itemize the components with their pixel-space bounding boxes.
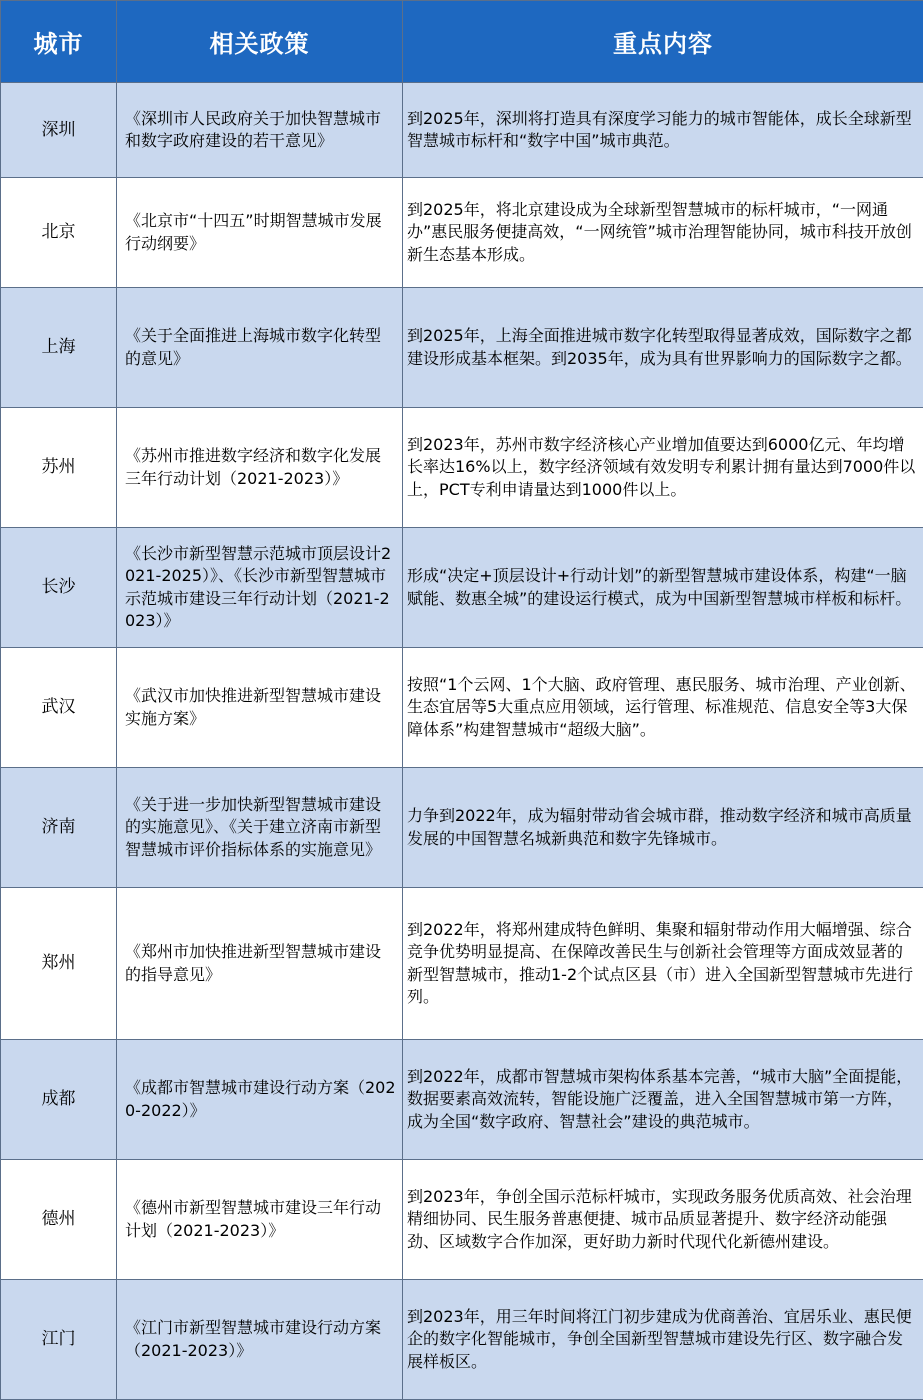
- policy-cell: 《成都市智慧城市建设行动方案（2020-2022）》: [117, 1040, 403, 1160]
- header-row: [1, 1, 923, 83]
- table-row-wuhan: [1, 648, 923, 768]
- policy-cell: 《关于全面推进上海城市数字化转型的意见》: [117, 288, 403, 408]
- city-cell: 长沙: [1, 528, 117, 648]
- content-cell: 到2025年，将北京建设成为全球新型智慧城市的标杆城市，“一网通办”惠民服务便捷高效，“一网统管”城市治理智能协同，城市科技开放创新生态基本形成。: [403, 178, 923, 288]
- table-row-shanghai: [1, 288, 923, 408]
- policy-cell: 《郑州市加快推进新型智慧城市建设的指导意见》: [117, 888, 403, 1040]
- table-row-chengdu: [1, 1040, 923, 1160]
- table-row-dezhou: [1, 1160, 923, 1280]
- city-cell: 郑州: [1, 888, 117, 1040]
- city-cell: 北京: [1, 178, 117, 288]
- city-cell: 成都: [1, 1040, 117, 1160]
- policy-cell: 《苏州市推进数字经济和数字化发展三年行动计划（2021-2023）》: [117, 408, 403, 528]
- content-cell: 到2022年，将郑州建成特色鲜明、集聚和辐射带动作用大幅增强、综合竞争优势明显提高、在保障改善民生与创新社会管理等方面成效显著的新型智慧城市，推动1-2个试点区县（市）进入全国新型智慧城市先进行列。: [403, 888, 923, 1040]
- header-city: 城市: [1, 1, 117, 83]
- header-content: 重点内容: [403, 1, 923, 83]
- city-cell: 江门: [1, 1280, 117, 1400]
- city-cell: 济南: [1, 768, 117, 888]
- content-cell: 到2023年，苏州市数字经济核心产业增加值要达到6000亿元、年均增长率达16%以上，数字经济领域有效发明专利累计拥有量达到7000件以上，PCT专利申请量达到1000件以上。: [403, 408, 923, 528]
- city-cell: 武汉: [1, 648, 117, 768]
- table-row-shenzhen: [1, 83, 923, 178]
- table-row-suzhou: [1, 408, 923, 528]
- content-cell: 到2023年，争创全国示范标杆城市，实现政务服务优质高效、社会治理精细协同、民生服务普惠便捷、城市品质显著提升、数字经济动能强劲、区域数字合作加深，更好助力新时代现代化新德州建设。: [403, 1160, 923, 1280]
- policy-cell: 《武汉市加快推进新型智慧城市建设实施方案》: [117, 648, 403, 768]
- content-cell: 到2025年，上海全面推进城市数字化转型取得显著成效，国际数字之都建设形成基本框架。到2035年，成为具有世界影响力的国际数字之都。: [403, 288, 923, 408]
- content-cell: 到2022年，成都市智慧城市架构体系基本完善，“城市大脑”全面提能，数据要素高效流转，智能设施广泛覆盖，进入全国智慧城市第一方阵，成为全国“数字政府、智慧社会”建设的典范城市。: [403, 1040, 923, 1160]
- content-cell: 按照“1个云网、1个大脑、政府管理、惠民服务、城市治理、产业创新、生态宜居等5大重点应用领域，运行管理、标准规范、信息安全等3大保障体系”构建智慧城市“超级大脑”。: [403, 648, 923, 768]
- policy-cell: 《北京市“十四五”时期智慧城市发展行动纲要》: [117, 178, 403, 288]
- content-cell: 到2023年，用三年时间将江门初步建成为优商善治、宜居乐业、惠民便企的数字化智能城市，争创全国新型智慧城市建设先行区、数字融合发展样板区。: [403, 1280, 923, 1400]
- city-cell: 上海: [1, 288, 117, 408]
- city-cell: 苏州: [1, 408, 117, 528]
- policy-cell: 《长沙市新型智慧示范城市顶层设计2021-2025）》、《长沙市新型智慧城市示范城市建设三年行动计划（2021-2023）》: [117, 528, 403, 648]
- table-row-beijing: [1, 178, 923, 288]
- policy-cell: 《江门市新型智慧城市建设行动方案（2021-2023）》: [117, 1280, 403, 1400]
- table-row-changsha: [1, 528, 923, 648]
- content-cell: 形成“决定+顶层设计+行动计划”的新型智慧城市建设体系，构建“一脑赋能、数惠全城”的建设运行模式，成为中国新型智慧城市样板和标杆。: [403, 528, 923, 648]
- content-cell: 力争到2022年，成为辐射带动省会城市群，推动数字经济和城市高质量发展的中国智慧名城新典范和数字先锋城市。: [403, 768, 923, 888]
- policy-cell: 《德州市新型智慧城市建设三年行动计划（2021-2023）》: [117, 1160, 403, 1280]
- content-cell: 到2025年，深圳将打造具有深度学习能力的城市智能体，成长全球新型智慧城市标杆和“数字中国”城市典范。: [403, 83, 923, 178]
- table-row-zhengzhou: [1, 888, 923, 1040]
- table-row-jinan: [1, 768, 923, 888]
- policy-cell: 《关于进一步加快新型智慧城市建设的实施意见》、《关于建立济南市新型智慧城市评价指标体系的实施意见》: [117, 768, 403, 888]
- policy-cell: 《深圳市人民政府关于加快智慧城市和数字政府建设的若干意见》: [117, 83, 403, 178]
- table-row-jiangmen: [1, 1280, 923, 1400]
- city-cell: 深圳: [1, 83, 117, 178]
- header-policy: 相关政策: [117, 1, 403, 83]
- city-cell: 德州: [1, 1160, 117, 1280]
